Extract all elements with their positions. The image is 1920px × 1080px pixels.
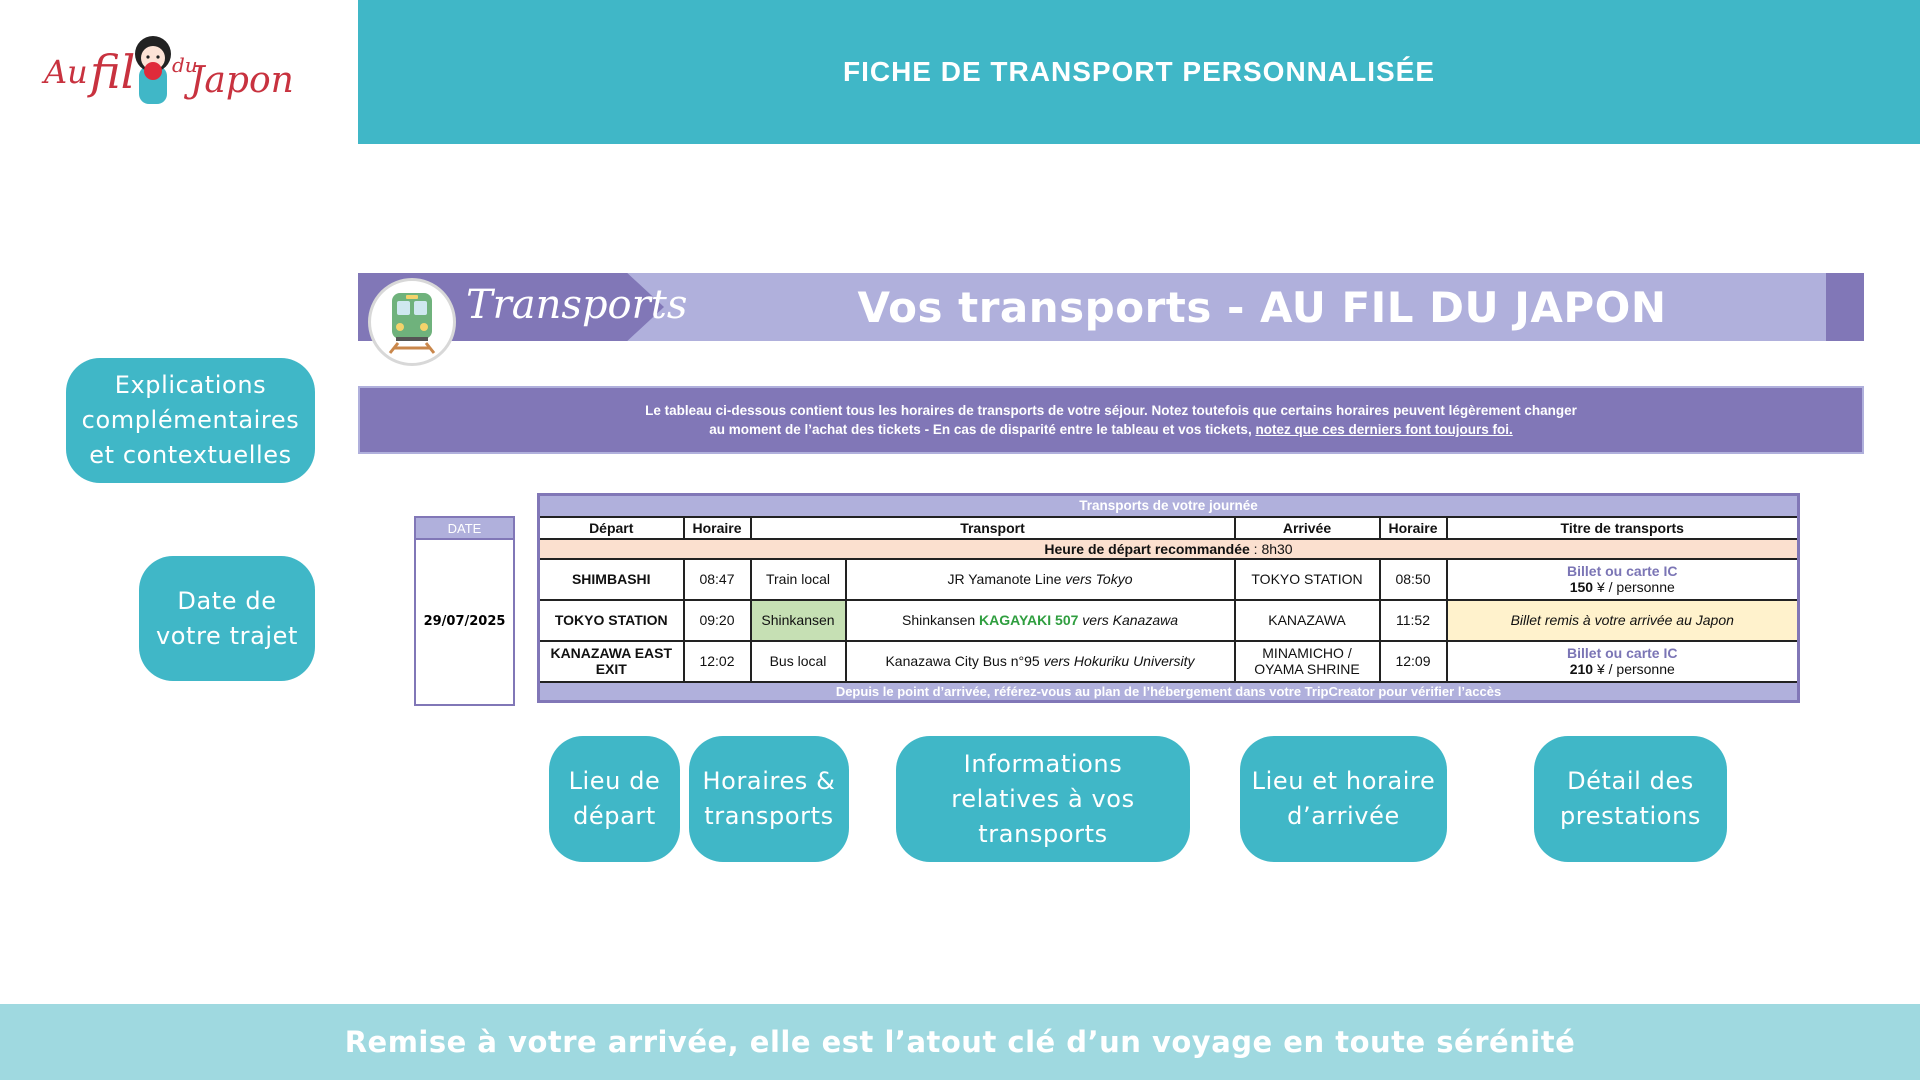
cell-arr-time: 12:09 [1380,641,1447,682]
annotation-informations: Informations relatives à vos transports [896,736,1190,862]
recommended-row [539,539,1799,559]
cell-arr-time: 11:52 [1380,600,1447,641]
cell-arrivee: MINAMICHO / OYAMA SHRINE [1235,641,1380,682]
cell-ticket [1447,559,1799,600]
page-title: FICHE DE TRANSPORT PERSONNALISÉE [842,56,1436,87]
cell-line [846,600,1235,641]
header-arrivee: Arrivée [1235,517,1380,539]
logo-artwork [40,26,310,116]
line-destination: vers Hokuriku University [1043,653,1195,669]
cell-dep-time: 08:47 [684,559,751,600]
table-caption-row [539,495,1799,517]
footer-text: Remise à votre arrivée, elle est l’atout clé d’un voyage en toute sérénité [344,1025,1576,1059]
header-titre: Titre de transports [1447,517,1799,539]
date-value: 29/07/2025 [423,613,506,629]
header-transport: Transport [751,517,1235,539]
line-destination: vers Tokyo [1065,571,1133,587]
cell-arr-time: 08:50 [1380,559,1447,600]
notice-line-2-underlined: notez que ces derniers font toujours foi. [1255,422,1513,437]
cell-depart: TOKYO STATION [539,600,684,641]
notice-box [358,386,1864,454]
transport-table [537,493,1800,703]
ticket-price-line [1452,579,1794,595]
annotation-prestations: Détail des prestations [1534,736,1727,862]
header-horaire-arrivee: Horaire [1380,517,1447,539]
date-box [414,516,515,706]
header-depart: Départ [539,517,684,539]
notice-line-2 [360,420,1862,439]
cell-depart: KANAZAWA EAST EXIT [539,641,684,682]
ticket-label: Billet ou carte IC [1567,645,1678,661]
cell-ticket-note: Billet remis à votre arrivée au Japon [1447,600,1799,641]
ticket-label: Billet ou carte IC [1567,563,1678,579]
line-name: Shinkansen [901,612,980,628]
table-row [539,559,1799,600]
svg-text:fil: fil [90,45,136,99]
cell-type: Shinkansen [751,600,846,641]
recommended-label: Heure de départ recommandée [1044,540,1250,557]
cell-type: Train local [751,559,846,600]
banner-tab-label: Transports [466,282,688,328]
cell-line [846,559,1235,600]
table-caption: Transports de votre journée [539,495,1799,517]
annotation-lieu-depart: Lieu de départ [549,736,680,862]
ticket-price-line [1452,661,1794,677]
banner-title: Vos transports - AU FIL DU JAPON [857,282,1667,332]
banner-end-block [1826,273,1864,341]
svg-text:Au: Au [44,53,88,91]
train-icon [368,278,456,366]
notice-line-2-text: au moment de l’achat des tickets - En cas de disparité entre le tableau et vos tickets, [709,422,1252,437]
header-horaire-depart: Horaire [684,517,751,539]
brand-logo [40,26,310,116]
notice-line-1: Le tableau ci-dessous contient tous les horaires de transports de votre séjour. Notez toutefois que certains horaires peuvent légèrement changer [645,403,1577,418]
annotation-arrivee: Lieu et horaire d’arrivée [1240,736,1447,862]
table-row [539,641,1799,682]
line-name: JR Yamanote Line [947,571,1066,587]
recommended-departure [539,539,1799,559]
cell-dep-time: 12:02 [684,641,751,682]
train-name: KAGAYAKI 507 [979,612,1079,628]
footer-band [0,1004,1920,1080]
date-header: DATE [416,518,513,540]
svg-text:du: du [172,53,198,77]
cell-arrivee: TOKYO STATION [1235,559,1380,600]
cell-ticket [1447,641,1799,682]
table-footer-row [539,682,1799,702]
header-band [358,0,1920,144]
ticket-unit: ¥ / personne [1593,661,1675,677]
annotation-horaires: Horaires & transports [689,736,849,862]
cell-depart: SHIMBASHI [539,559,684,600]
recommended-time: : 8h30 [1249,540,1293,557]
table-footer: Depuis le point d’arrivée, référez-vous au plan de l’hébergement dans votre TripCreator pour vérifier l’accès [539,682,1799,702]
svg-text:Japon: Japon [190,60,294,101]
ticket-unit: ¥ / personne [1593,579,1675,595]
annotation-explications: Explications complémentaires et contextuelles [66,358,315,483]
cell-dep-time: 09:20 [684,600,751,641]
table-header-row [539,517,1799,539]
table-row [539,600,1799,641]
ticket-price: 210 [1569,661,1594,677]
cell-type: Bus local [751,641,846,682]
ticket-price: 150 [1569,579,1594,595]
cell-line [846,641,1235,682]
cell-arrivee: KANAZAWA [1235,600,1380,641]
line-destination: vers Kanazawa [1078,612,1179,628]
annotation-date: Date de votre trajet [139,556,315,681]
line-name: Kanazawa City Bus n°95 [885,653,1044,669]
